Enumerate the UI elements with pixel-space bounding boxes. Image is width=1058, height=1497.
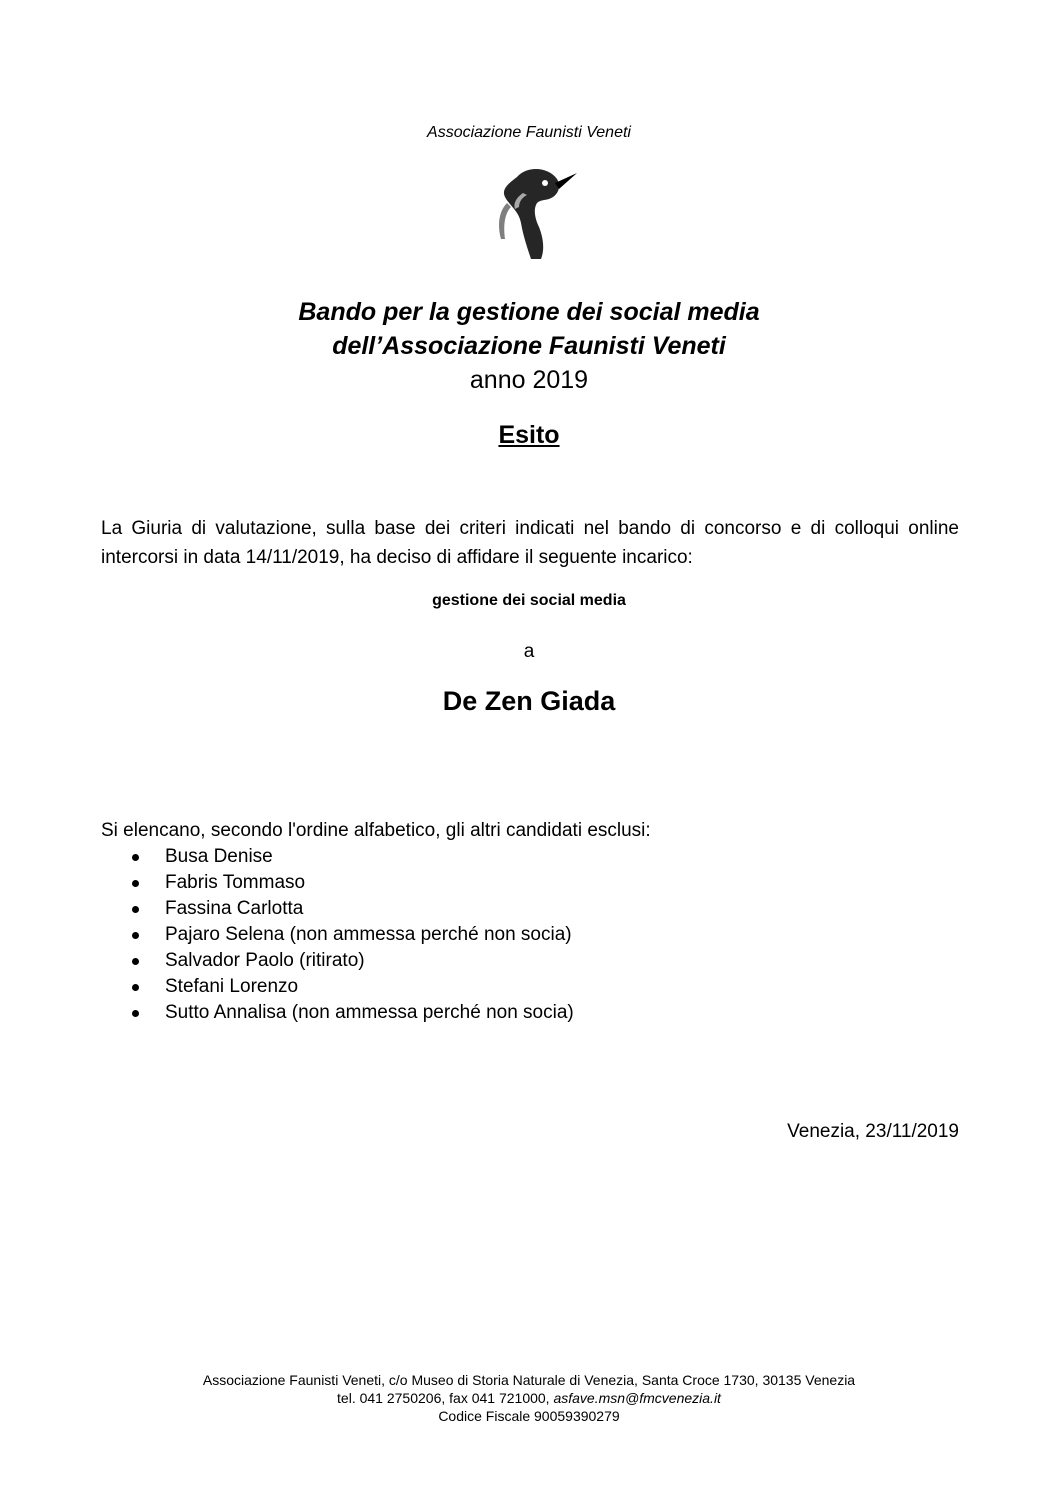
bullet-icon — [132, 1010, 139, 1017]
section-heading — [0, 421, 1058, 450]
organization-header: Associazione Faunisti Veneti — [427, 124, 631, 141]
bullet-icon — [132, 854, 139, 861]
footer-phone-fax: tel. 041 2750206, fax 041 721000, — [337, 1390, 550, 1406]
bullet-icon — [132, 906, 139, 913]
list-item — [128, 1000, 574, 1026]
bullet-icon — [132, 932, 139, 939]
candidate-name: Salvador Paolo (ritirato) — [165, 950, 365, 971]
candidate-name: Fabris Tommaso — [165, 872, 306, 893]
footer-contacts — [0, 1390, 1058, 1406]
list-item — [128, 922, 574, 948]
list-intro: Si elencano, secondo l'ordine alfabetico, gli altri candidati esclusi: — [101, 820, 651, 841]
candidate-name: Sutto Annalisa (non ammessa perché non socia) — [165, 1002, 574, 1023]
footer-address: Associazione Faunisti Veneti, c/o Museo di Storia Naturale di Venezia, Santa Croce 1730, 30135 Venezia — [202, 1372, 856, 1388]
candidate-name: Pajaro Selena (non ammessa perché non socia) — [165, 924, 572, 945]
excluded-candidates-list — [128, 844, 574, 1026]
candidate-name: Stefani Lorenzo — [165, 976, 299, 997]
title-line-2: dell’Associazione Faunisti Veneti — [332, 332, 726, 360]
bird-head-logo-icon — [487, 163, 579, 263]
list-item — [128, 896, 574, 922]
place-date: Venezia, 23/11/2019 — [787, 1121, 959, 1142]
list-item — [128, 870, 574, 896]
winner-name: De Zen Giada — [442, 686, 616, 716]
intro-paragraph: La Giuria di valutazione, sulla base dei criteri indicati nel bando di concorso e di colloqui online intercorsi in data 14/11/2019, ha deciso di affidare il seguente incarico: — [101, 518, 959, 568]
candidate-name: Fassina Carlotta — [165, 898, 304, 919]
bullet-icon — [132, 984, 139, 991]
assigned-role: gestione dei social media — [432, 592, 626, 609]
conjunction-text: a — [523, 641, 535, 662]
list-item — [128, 948, 574, 974]
title-line-1: Bando per la gestione dei social media — [298, 298, 760, 326]
title-year: anno 2019 — [469, 366, 589, 394]
section-heading-text: Esito — [498, 421, 560, 449]
list-item — [128, 974, 574, 1000]
candidate-name: Busa Denise — [165, 846, 273, 867]
bullet-icon — [132, 958, 139, 965]
bullet-icon — [132, 880, 139, 887]
list-item — [128, 844, 574, 870]
footer-tax-code: Codice Fiscale 90059390279 — [438, 1408, 620, 1424]
footer-email-link[interactable]: asfave.msn@fmcvenezia.it — [553, 1390, 721, 1406]
